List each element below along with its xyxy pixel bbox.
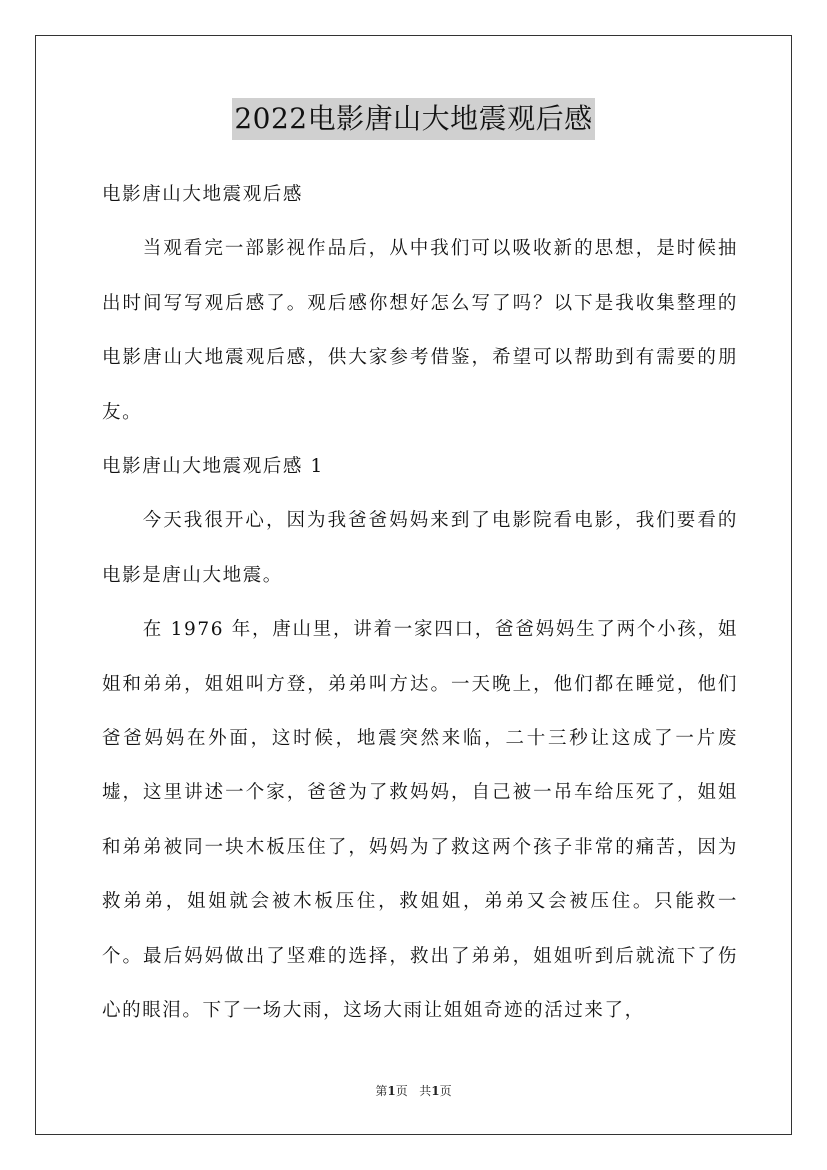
paragraph-section-heading: 电影唐山大地震观后感 1 <box>102 456 324 478</box>
document-title: 2022电影唐山大地震观后感 <box>232 98 594 140</box>
paragraph-body-1: 今天我很开心，因为我爸爸妈妈来到了电影院看电影，我们要看的电影是唐山大地震。 <box>102 510 738 586</box>
paragraph-intro: 当观看完一部影视作品后，从中我们可以吸收新的思想，是时候抽出时间写写观后感了。观后感你想好怎么写了吗？以下是我收集整理的电影唐山大地震观后感，供大家参考借鉴，希望可以帮助到有需要的朋友。 <box>102 238 738 423</box>
footer-total-suffix: 页 <box>439 1084 452 1098</box>
footer-page-number: 1 <box>387 1084 396 1098</box>
footer-total-prefix: 共 <box>419 1084 432 1098</box>
paragraph-heading: 电影唐山大地震观后感 <box>102 184 304 205</box>
document-body <box>102 168 738 1039</box>
page-footer <box>0 1082 827 1099</box>
footer-total-number: 1 <box>431 1084 440 1098</box>
title-container <box>0 98 827 140</box>
paragraph-body-2: 在 1976 年，唐山里，讲着一家四口，爸爸妈妈生了两个小孩，姐姐和弟弟，姐姐叫方登，弟弟叫方达。一天晚上，他们都在睡觉，他们爸爸妈妈在外面，这时候，地震突然来临，二十三秒让这成了一片废墟，这里讲述一个家，爸爸为了救妈妈，自己被一吊车给压死了，姐姐和弟弟被同一块木板压住了，妈妈为了救这两个孩子非常的痛苦，因为救弟弟，姐姐就会被木板压住，救姐姐，弟弟又会被压住。只能救一个。最后妈妈做出了坚难的选择，救出了弟弟，姐姐听到后就流下了伤心的眼泪。下了一场大雨，这场大雨让姐姐奇迹的活过来了， <box>102 619 738 1022</box>
footer-page-suffix: 页 <box>395 1084 408 1098</box>
footer-page-prefix: 第 <box>375 1084 388 1098</box>
